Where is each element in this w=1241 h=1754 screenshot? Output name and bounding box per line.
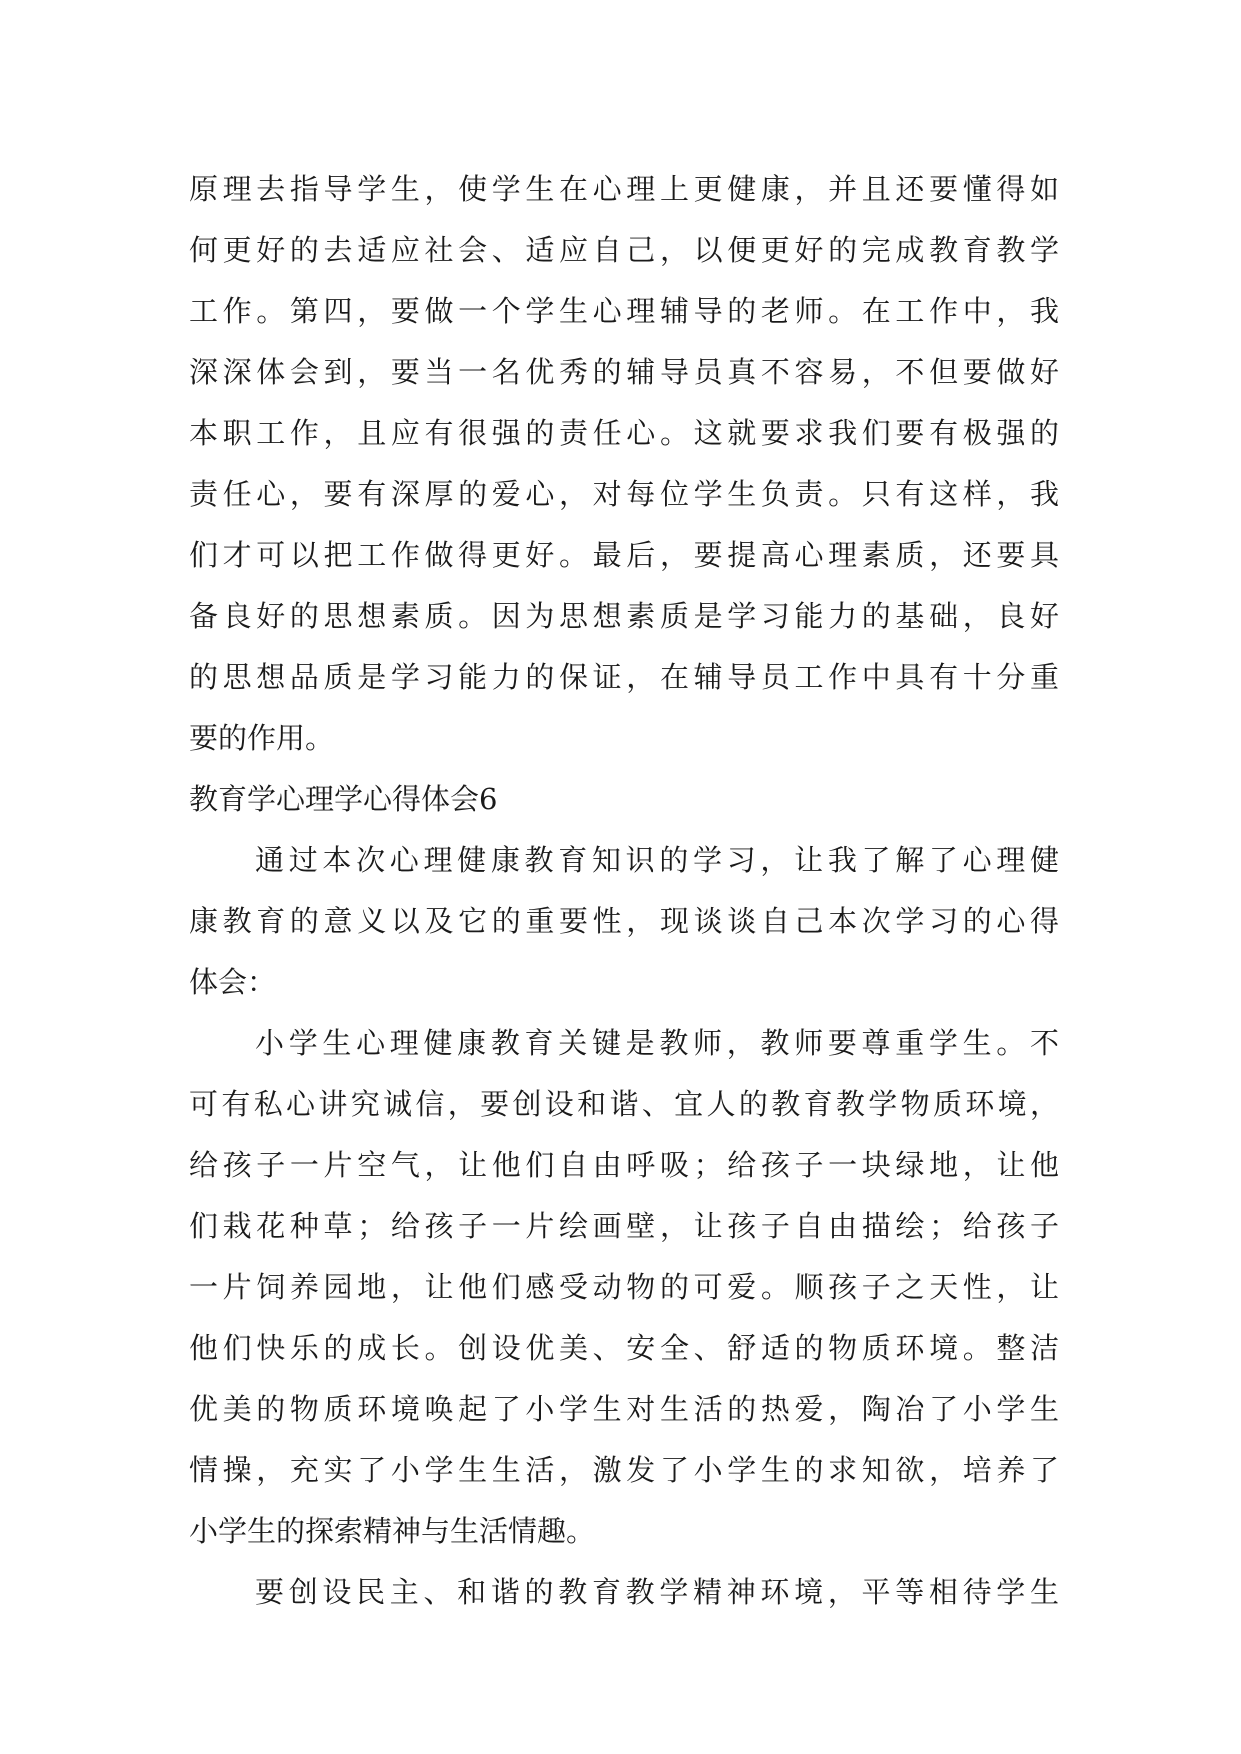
paragraph-environment [189,1013,1059,1562]
text-line: 情操，充实了小学生生活，激发了小学生的求知欲，培养了 [189,1453,1059,1487]
text-line: 的思想品质是学习能力的保证，在辅导员工作中具有十分重 [189,660,1059,694]
text-line: 给孩子一片空气，让他们自由呼吸；给孩子一块绿地，让他 [189,1148,1059,1182]
text-line: 小学生的探索精神与生活情趣。 [189,1514,596,1548]
text-line: 责任心，要有深厚的爱心，对每位学生负责。只有这样，我 [189,477,1059,511]
paragraph-intro [189,830,1059,1013]
text-line: 康教育的意义以及它的重要性，现谈谈自己本次学习的心得 [189,904,1059,938]
text-line: 要的作用。 [189,721,335,755]
section-heading: 教育学心理学心得体会6 [189,782,498,816]
text-line: 何更好的去适应社会、适应自己，以便更好的完成教育教学 [189,233,1059,267]
text-line: 一片饲养园地，让他们感受动物的可爱。顺孩子之天性，让 [189,1270,1059,1304]
text-line: 深深体会到，要当一名优秀的辅导员真不容易，不但要做好 [189,355,1059,389]
document-body [189,159,1059,1623]
text-line: 备良好的思想素质。因为思想素质是学习能力的基础，良好 [189,599,1059,633]
paragraph-spirit [189,1562,1059,1623]
text-line: 小学生心理健康教育关键是教师，教师要尊重学生。不 [255,1026,1059,1060]
text-line: 他们快乐的成长。创设优美、安全、舒适的物质环境。整洁 [189,1331,1059,1365]
text-line: 本职工作，且应有很强的责任心。这就要求我们要有极强的 [189,416,1059,450]
text-line: 优美的物质环境唤起了小学生对生活的热爱，陶冶了小学生 [189,1392,1059,1426]
text-line: 工作。第四，要做一个学生心理辅导的老师。在工作中，我 [189,294,1059,328]
text-line: 们才可以把工作做得更好。最后，要提高心理素质，还要具 [189,538,1059,572]
text-line: 通过本次心理健康教育知识的学习，让我了解了心理健 [255,843,1059,877]
text-line: 要创设民主、和谐的教育教学精神环境，平等相待学生 [255,1575,1059,1609]
text-line: 体会： [189,965,277,999]
text-line: 可有私心讲究诚信，要创设和谐、宜人的教育教学物质环境， [189,1087,1059,1121]
text-line: 原理去指导学生，使学生在心理上更健康，并且还要懂得如 [189,172,1059,206]
text-line: 们栽花种草；给孩子一片绘画壁，让孩子自由描绘；给孩子 [189,1209,1059,1243]
paragraph-continued [189,159,1059,769]
